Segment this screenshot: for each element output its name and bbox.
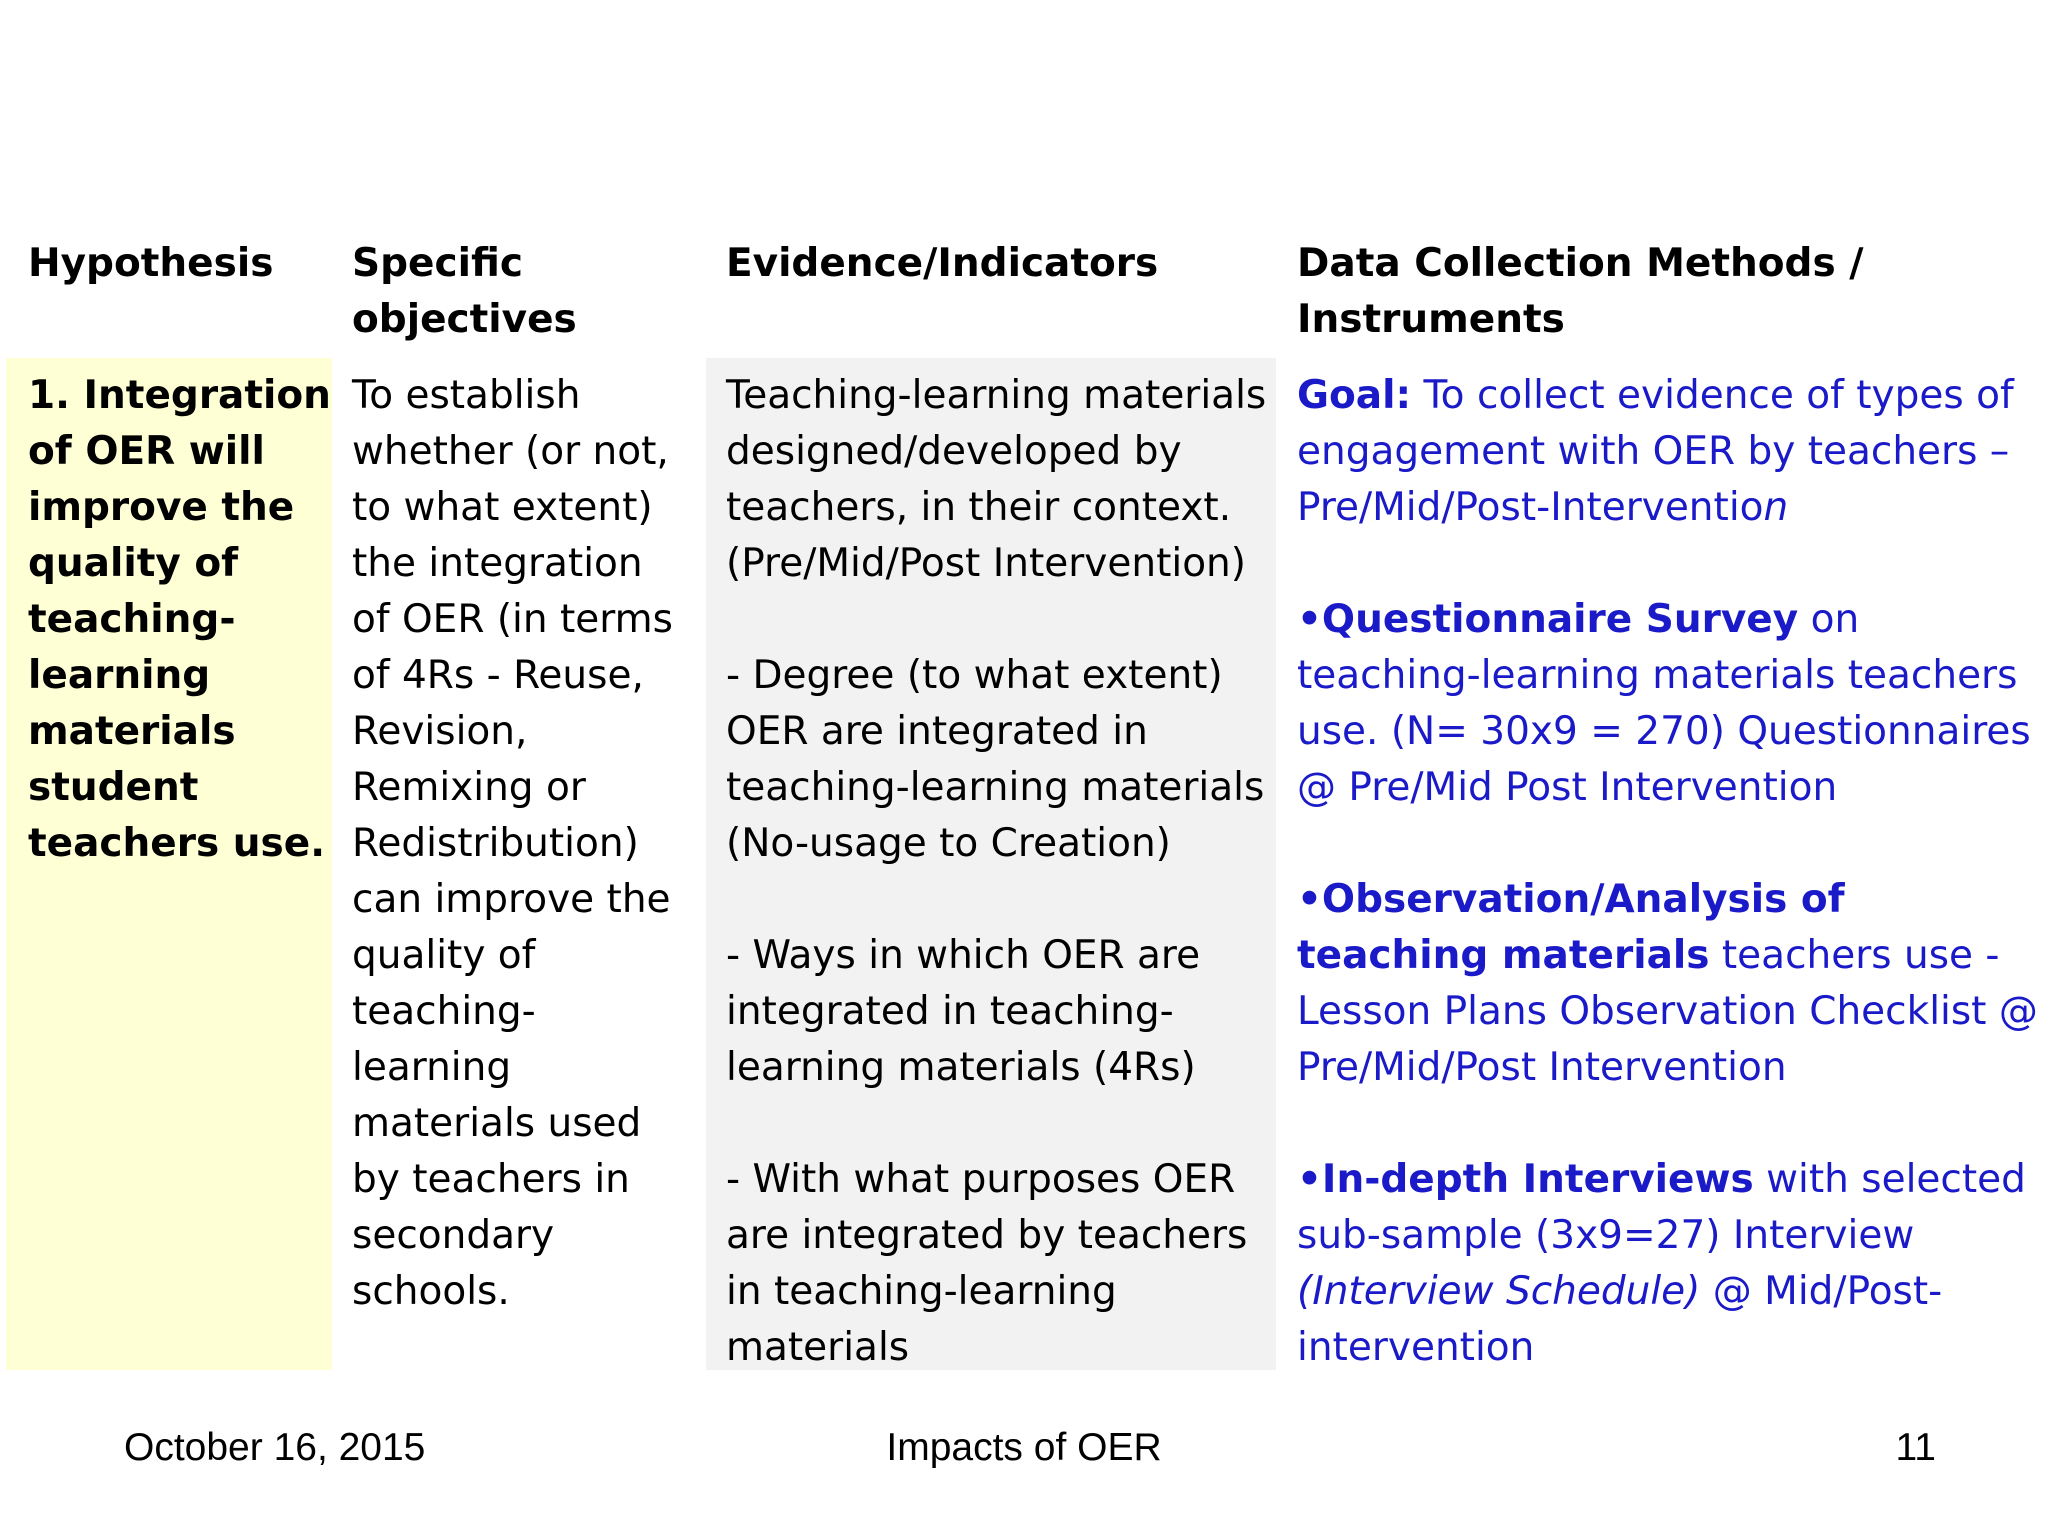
method-interviews-text: with selected sub-sample (3x9=27) Interview — [1297, 1157, 2026, 1258]
method-observation — [1297, 872, 2042, 1096]
hypothesis-cell — [6, 358, 332, 1370]
data-collection-cell — [1297, 358, 2042, 1370]
header-hypothesis: Hypothesis — [28, 241, 274, 286]
header-specific-objectives: Specific objectives — [352, 241, 577, 342]
goal-text: To collect evidence of types of engagement with OER by teachers – Pre/Mid/Post-Interventio — [1297, 373, 2014, 530]
method-interviews-title: •In-depth Interviews — [1297, 1157, 1754, 1202]
objective-text: To establish whether (or not, to what extent) the integration of OER (in terms of 4Rs - Reuse, Revision, Remixing or Redistribution) can improve the quality of teaching-learning materials used by teachers in secondary schools. — [352, 373, 673, 1314]
method-interviews — [1297, 1152, 2042, 1376]
goal-text-end: n — [1763, 485, 1789, 530]
goal-label: Goal: — [1297, 373, 1412, 418]
evidence-item: - Degree (to what extent) OER are integrated in teaching-learning materials (No-usage to Creation) — [726, 653, 1265, 866]
evidence-item: - Ways in which OER are integrated in teaching-learning materials (4Rs) — [726, 933, 1201, 1090]
method-observation-title: •Observation/Analysis of teaching materials — [1297, 877, 1845, 978]
header-evidence-indicators: Evidence/Indicators — [726, 241, 1159, 286]
method-questionnaire-text: on teaching-learning materials teachers use. (N= 30x9 = 270) Questionnaires @ Pre/Mid Post Intervention — [1297, 597, 2031, 810]
footer-page-number: 11 — [1895, 1426, 1936, 1469]
header-data-collection: Data Collection Methods / Instruments — [1297, 241, 1864, 342]
footer-date: October 16, 2015 — [124, 1426, 426, 1469]
method-questionnaire — [1297, 592, 2042, 816]
hypothesis-text: 1. Integration of OER will improve the quality of teaching-learning materials student teachers use. — [28, 373, 331, 866]
method-questionnaire-title: •Questionnaire Survey — [1297, 597, 1799, 642]
evidence-cell — [706, 358, 1276, 1370]
evidence-item: - With what purposes OER are integrated by teachers in teaching-learning materials — [726, 1157, 1248, 1370]
method-interviews-italic: (Interview Schedule) — [1297, 1269, 1701, 1314]
method-interviews-end: @ Mid/Post-intervention — [1297, 1269, 1943, 1370]
method-observation-text: teachers use - Lesson Plans Observation Checklist @ Pre/Mid/Post Intervention — [1297, 933, 2038, 1090]
objective-cell — [352, 358, 692, 1370]
footer-title: Impacts of OER — [886, 1426, 1162, 1469]
goal-paragraph — [1297, 368, 2042, 536]
evidence-item: Teaching-learning materials designed/developed by teachers, in their context. (Pre/Mid/Post Intervention) — [726, 373, 1267, 586]
